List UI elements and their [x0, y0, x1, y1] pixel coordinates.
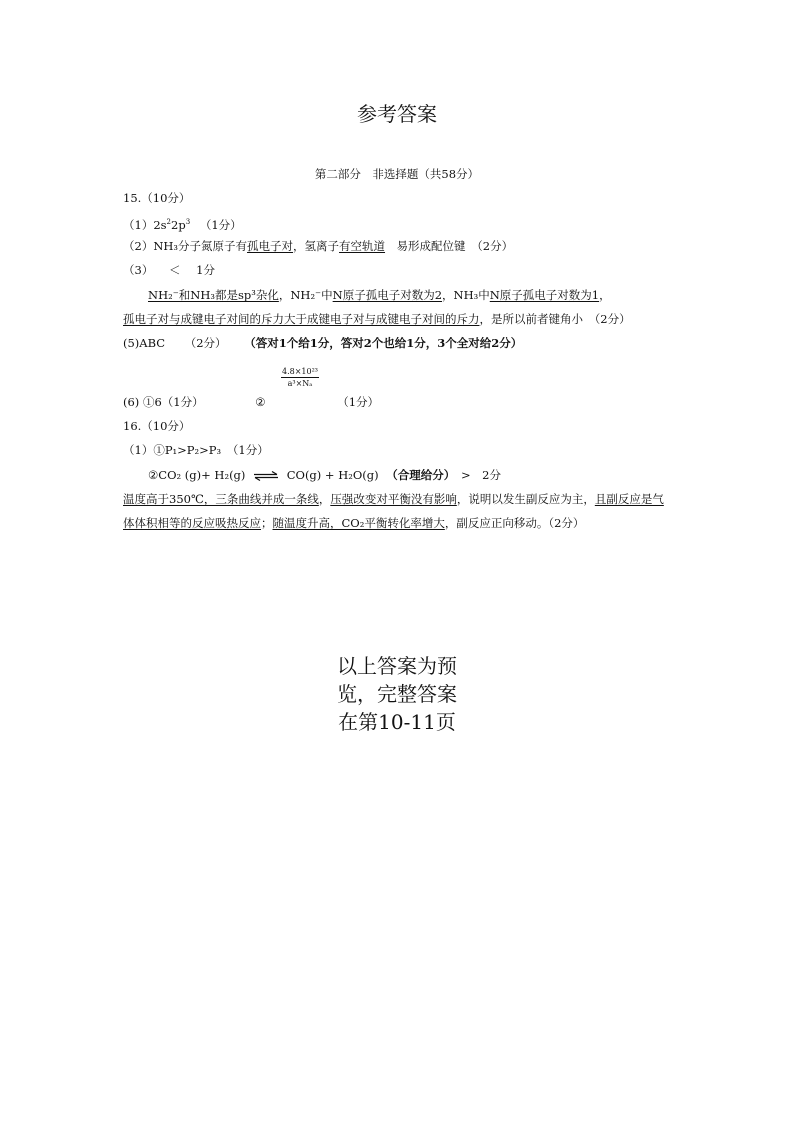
q16-d-a: 体体积相等的反应吸热反应: [123, 516, 261, 530]
notice-line-2: 览，完整答案: [337, 682, 457, 706]
q15-p3-label: （3）: [123, 263, 154, 277]
fraction-numerator: 4.8×10²³: [281, 367, 319, 376]
q15-header: 15.（10分）: [123, 191, 191, 205]
q16-d-c: 随温度升高，CO₂平衡转化率增大: [272, 516, 445, 530]
q15-p2-post: 易形成配位键 （2分）: [385, 239, 514, 253]
q15-e1-b: ，NH₂⁻中: [278, 288, 333, 302]
q16-p1b-tail: > 2分: [449, 468, 501, 482]
q15-p6-score: （1分）: [337, 395, 380, 409]
q16-part1b: [148, 467, 501, 483]
page-title: 参考答案: [357, 102, 437, 126]
q15-p2-u2: 有空轨道: [339, 239, 386, 253]
q15-p3-score: 1分: [196, 263, 215, 277]
q15-p2-u1: 孤电子对: [247, 239, 294, 253]
q15-p3-explain-2: [123, 311, 631, 327]
q15-e1-e: N原子孤电子对数为1: [489, 288, 600, 302]
q15-p5-rule: （答对1个给1分，答对2个也给1分，3个全对给2分）: [244, 336, 523, 350]
q15-part1: [123, 214, 242, 233]
q15-e1-c: N原子孤电子对数为2: [332, 288, 443, 302]
q16-d-b: ；: [261, 516, 273, 530]
q16-p1b-pre: ②CO₂ (g)+ H₂(g): [148, 468, 246, 482]
q15-part2: [123, 238, 513, 254]
q15-p5-label: (5)ABC: [123, 336, 166, 350]
q16-header: 16.（10分）: [123, 419, 191, 433]
q15-p1-label: （1）2s: [123, 217, 167, 232]
equilibrium-arrow-icon: [253, 471, 279, 481]
q16-c-c: 压强改变对平衡没有影响: [330, 492, 457, 506]
q16-c-a: 温度高于350℃，三条曲线并成一条线: [123, 492, 319, 506]
q15-p2-pre: （2）NH₃分子氮原子有: [123, 239, 248, 253]
q15-e1-a: NH₂⁻和NH₃都是sp³杂化: [148, 288, 279, 302]
q15-p1-score: （1分）: [199, 217, 242, 232]
q16-d-d: ，副反应正向移动。（2分）: [444, 516, 585, 530]
q16-c-d: ，说明以发生副反应为主，: [456, 492, 595, 506]
fraction-denominator: a³×Nₐ: [287, 379, 313, 388]
q15-p1-sup2: 3: [185, 218, 191, 226]
q15-p6-label: (6) ①6（1分）: [123, 395, 204, 409]
q15-part5: [123, 335, 522, 351]
q15-p3-explain-1: [148, 287, 611, 303]
q15-part3: [123, 262, 215, 278]
q16-c-b: ，: [318, 492, 331, 506]
q16-p1b-bold: （合理给分）: [386, 468, 450, 482]
q16-p1b-post: CO(g) + H₂O(g): [286, 468, 379, 482]
section-heading: 第二部分 非选择题（共58分）: [314, 167, 480, 181]
preview-notice: [0, 652, 794, 736]
q16-part1c: [123, 491, 664, 507]
q16-part1a: （1）①P₁>P₂>P₃ （1分）: [123, 443, 269, 457]
q15-part6: [123, 394, 379, 410]
q15-e2-a: 孤电子对与成键电子对间的斥力大于成键电子对与成键电子对间的斥力: [123, 312, 480, 326]
q15-p5-score: （2分）: [184, 336, 227, 350]
q15-e1-f: ，: [599, 288, 611, 302]
q15-e2-b: ，是所以前者键角小 （2分）: [479, 312, 631, 326]
q15-p2-mid: ，氢离子: [293, 239, 340, 253]
notice-line-3: 在第10-11页: [338, 710, 456, 734]
q15-e1-d: ，NH₃中: [442, 288, 490, 302]
q15-p1-mid: 2p: [171, 217, 186, 232]
q15-p3-symbol: ＜: [168, 263, 181, 277]
notice-line-1: 以上答案为预: [337, 654, 457, 678]
q15-p1-sup1: 2: [166, 218, 172, 226]
q15-p6-fraction: [281, 367, 319, 388]
q15-p6-second: ②: [255, 395, 266, 409]
q16-c-e: 且副反应是气: [594, 492, 664, 506]
q16-part1d: [123, 515, 584, 531]
